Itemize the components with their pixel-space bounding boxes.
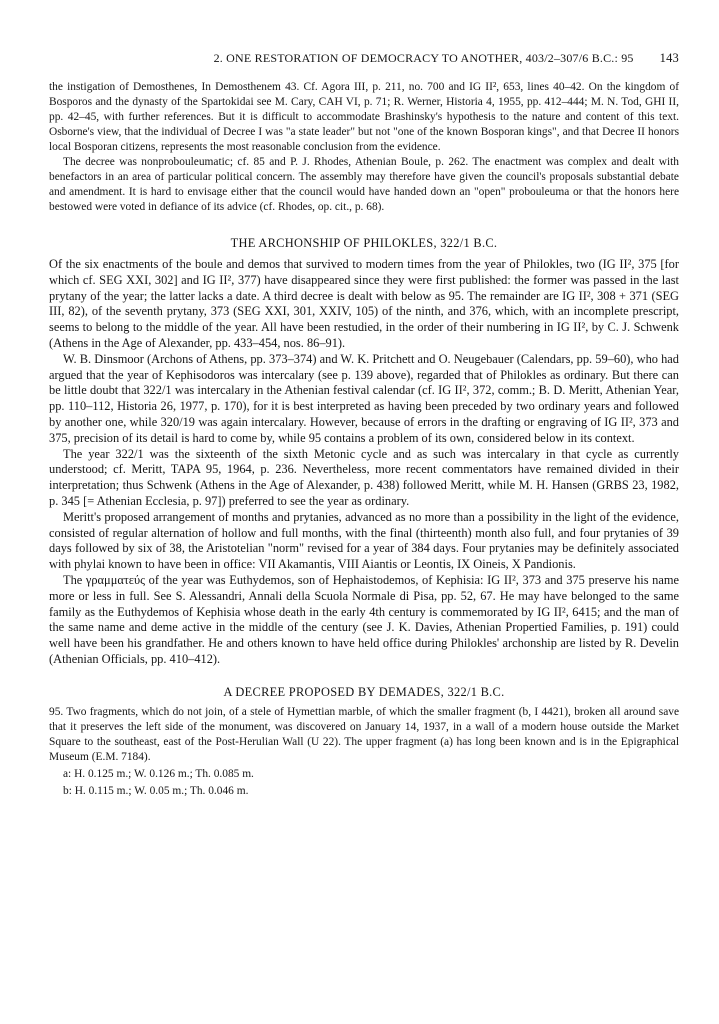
commentary-paragraph: the instigation of Demosthenes, In Demosthenem 43. Cf. Agora III, p. 211, no. 700 and IG II², 653, lines 40–42. On the kingdom of Bosporos and the dynasty of the Spartokidai see M. Cary, CAH VI, p. 71; R. Werner, Historia 4, 1955, pp. 412–444; M. N. Tod, GHI II, pp. 42–45, with further references. But it is difficult to accommodate Brashinsky's hypothesis to the nature and content of this text. Osborne's view, that the individual of Decree I was "a state leader" but not "one of the known Bosporan kings", and that Decree II honors local Bosporan citizens, represents the most reasonable conclusion from the evidence. [49, 81, 679, 153]
measurement-line: b: H. 0.115 m.; W. 0.05 m.; Th. 0.046 m. [63, 784, 249, 797]
measurement-line: a: H. 0.125 m.; W. 0.126 m.; Th. 0.085 m. [63, 767, 254, 780]
commentary-paragraph: The decree was nonprobouleumatic; cf. 85 and P. J. Rhodes, Athenian Boule, p. 262. The enactment was complex and dealt with benefactors in an area of particular political concern. The assembly may therefore have given the council's proposals substantial debate and amendment. It is hard to envisage either that the council would have handed down an "open" probouleuma or that the honors here bestowed were voted in defiance of its advice (cf. Rhodes, op. cit., p. 68). [49, 156, 679, 213]
body-paragraph: The year 322/1 was the sixteenth of the sixth Metonic cycle and as such was intercalary in that cycle as currently understood; cf. Meritt, TAPA 95, 1964, p. 236. Nevertheless, more recent commentators have remained divided in their interpretation; thus Schwenk (Athens in the Age of Alexander, p. 438) followed Meritt, while M. H. Hansen (GRBS 23, 1982, p. 345 [= Athenian Ecclesia, p. 97]) preferred to see the year as ordinary. [49, 446, 679, 508]
body-paragraph: W. B. Dinsmoor (Archons of Athens, pp. 373–374) and W. K. Pritchett and O. Neugebauer (Calendars, pp. 59–60), who had argued that the year of Kephisodoros was intercalary (see p. 139 above), regarded that of Philokles as ordinary. But there can be little doubt that 322/1 was intercalary in the Athenian festival calendar (cf. IG II², 372, comm.; B. D. Meritt, Athenian Year, pp. 110–112, Historia 26, 1977, p. 170), for it is best interpreted as having been preceded by two ordinary years and followed by another one, while 320/19 was again intercalary. However, because of errors in the drafting or engraving of IG II², 373 and 375, precision of its detail is hard to come by, while 95 contains a problem of its own, considered below in its context. [49, 351, 679, 445]
section-heading-demades: A DECREE PROPOSED BY DEMADES, 322/1 B.C. [223, 684, 505, 699]
running-head [49, 51, 679, 66]
body-paragraph: Meritt's proposed arrangement of months and prytanies, advanced as no more than a possibility in the light of the evidence, consisted of regular alternation of hollow and full months, with the final (thirteenth) month also full, and four prytanies of 39 days followed by six of 38, the Aristotelian "norm" revised for a year of 384 days. Four prytanies may be definitely associated with phylai known to have been in office: VII Akamantis, VIII Aiantis or Leontis, IX Oineis, X Pandionis. [49, 509, 679, 572]
commentary-block [49, 80, 679, 215]
inscription-description: 95. Two fragments, which do not join, of a stele of Hymettian marble, of which the smaller fragment (b, I 4421), broken all around save that it preserves the left side of the monument, was discovered on January 14, 1937, in a wall of a modern house outside the Market Square to the southeast, east of the Post-Herulian Wall (U 22). The upper fragment (a) has long been known and is in the Epigraphical Museum (E.M. 7184). [49, 705, 679, 763]
body-paragraph: Of the six enactments of the boule and demos that survived to modern times from the year of Philokles, two (IG II², 375 [for which cf. SEG XXI, 302] and IG II², 377) have disappeared since they were first published: the former was passed in the last prytany of the year; the latter lacks a date. A third decree is dealt with below as 95. The remainder are IG II², 308 + 371 (SEG III, 82), of the seventh prytany, 373 (SEG XXI, 301, XXIV, 105) of the ninth, and 376, which, with an incomplete prescript, seems to belong to the middle of the year. All have been restudied, in the order of their numbering in IG II², by C. J. Schwenk (Athens in the Age of Alexander, pp. 433–454, nos. 86–91). [49, 257, 679, 350]
running-head-title: 2. ONE RESTORATION OF DEMOCRACY TO ANOTHER, 403/2–307/6 B.C.: 95 [213, 51, 634, 65]
page-number: 143 [659, 51, 679, 65]
section-heading-philokles: THE ARCHONSHIP OF PHILOKLES, 322/1 B.C. [230, 236, 498, 250]
page-content [49, 51, 679, 799]
section-body-philokles [49, 257, 679, 668]
section-body-demades [49, 705, 679, 799]
body-paragraph: The γραμματεύς of the year was Euthydemos, son of Hephaistodemos, of Kephisia: IG II², 373 and 375 preserve his name more or less in full. See S. Alessandri, Annali della Scuola Normale di Pisa, pp. 52, 67. He may have belonged to the same family as the Euthydemos of Kephisia whose death in the early 4th century is commemorated by IG II², 6415; and the man of the same name and deme active in the middle of the century (see J. K. Davies, Athenian Propertied Families, p. 191) could well have been his grandfather. He and others known to have held office during Philokles' archonship are listed by R. Develin (Athenian Officials, pp. 410–412). [49, 572, 679, 666]
